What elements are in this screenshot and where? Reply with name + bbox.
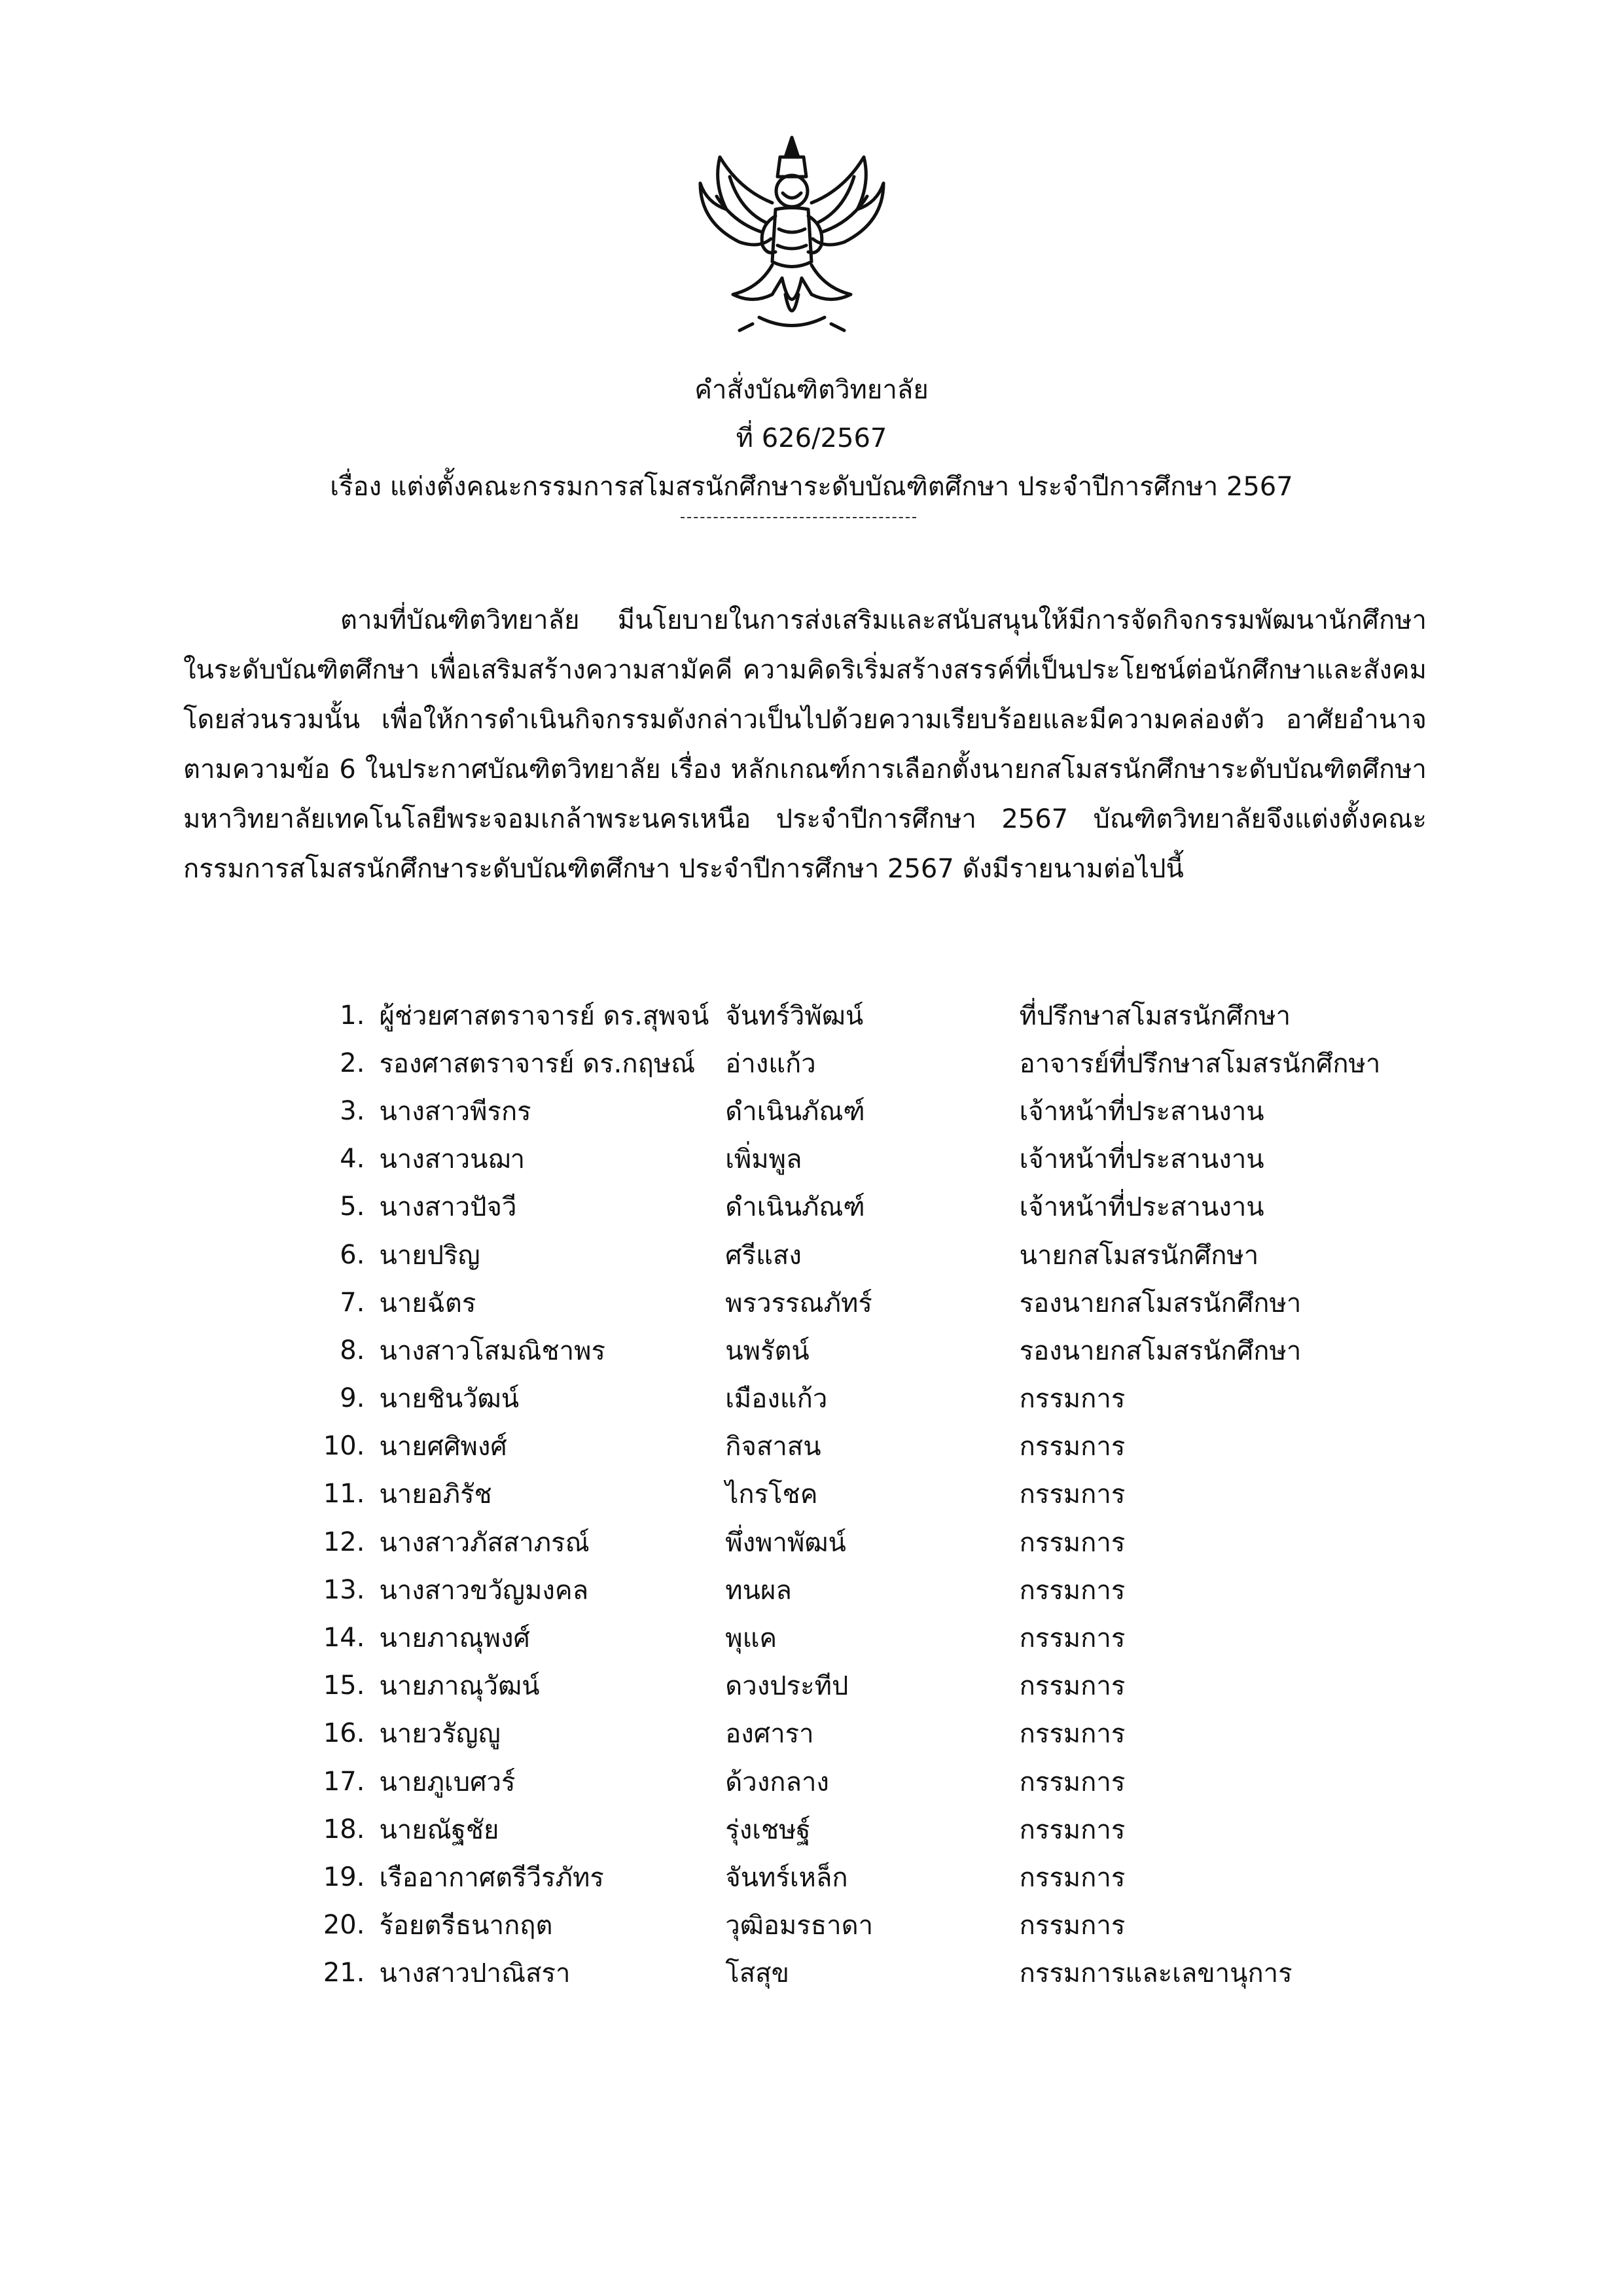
member-row — [288, 1470, 1486, 1518]
member-row — [288, 1375, 1486, 1422]
member-role: กรรมการ — [1019, 1384, 1126, 1415]
member-first-name: นายฉัตร — [379, 1288, 476, 1318]
member-role: นายกสโมสรนักศึกษา — [1019, 1240, 1259, 1271]
member-first-name: นางสาวปัจวี — [379, 1192, 517, 1223]
member-last-name: โสสุข — [725, 1958, 789, 1989]
member-role: กรรมการ — [1019, 1814, 1126, 1845]
member-number: 12. — [323, 1527, 365, 1557]
member-number: 19. — [323, 1862, 365, 1892]
order-body — [183, 595, 1427, 894]
member-role: เจ้าหน้าที่ประสานงาน — [1019, 1096, 1264, 1127]
member-number: 16. — [323, 1718, 365, 1749]
member-first-name: นายณัฐชัย — [379, 1814, 499, 1845]
order-title: คำสั่งบัณฑิตวิทยาลัย — [694, 375, 929, 405]
member-row — [288, 1422, 1486, 1470]
member-last-name: ดวงประทีป — [725, 1671, 849, 1702]
member-role: อาจารย์ที่ปรึกษาสโมสรนักศึกษา — [1019, 1048, 1381, 1079]
member-row — [288, 1279, 1486, 1326]
member-row — [288, 1087, 1486, 1135]
member-role: กรรมการ — [1019, 1767, 1126, 1797]
member-number: 10. — [323, 1431, 365, 1462]
member-row — [288, 1566, 1486, 1614]
garuda-emblem-icon — [694, 131, 890, 340]
member-first-name: นางสาวพีรกร — [379, 1096, 531, 1127]
member-first-name: นางสาวปาณิสรา — [379, 1958, 571, 1989]
member-role: ที่ปรึกษาสโมสรนักศึกษา — [1019, 1000, 1291, 1031]
member-role: รองนายกสโมสรนักศึกษา — [1019, 1335, 1302, 1366]
member-row — [288, 1039, 1486, 1087]
member-number: 20. — [323, 1910, 365, 1941]
member-first-name: นางสาวภัสสาภรณ์ — [379, 1527, 590, 1558]
member-role: กรรมการ — [1019, 1575, 1126, 1606]
member-row — [288, 1757, 1486, 1805]
member-role: กรรมการและเลขานุการ — [1019, 1958, 1293, 1989]
member-last-name: จันทร์เหล็ก — [725, 1862, 848, 1893]
member-number: 15. — [323, 1670, 365, 1701]
body-paragraph: ตามที่บัณฑิตวิทยาลัย มีนโยบายในการส่งเสริมและสนับสนุนให้มีการจัดกิจกรรมพัฒนานักศึกษาในระดับบัณฑิตศึกษา เพื่อเสริมสร้างความสามัคคี ความคิดริเริ่มสร้างสรรค์ที่เป็นประโยชน์ต่อนักศึกษาและสังคมโดยส่วนรวมนั้น เพื่อให้การดำเนินกิจกรรมดังกล่าวเป็นไปด้วยความเรียบร้อยและมีความคล่องตัว อาศัยอำนาจตามความข้อ 6 ในประกาศบัณฑิตวิทยาลัย เรื่อง หลักเกณฑ์การเลือกตั้งนายกสโมสรนักศึกษาระดับบัณฑิตศึกษา มหาวิทยาลัยเทคโนโลยีพระจอมเกล้าพระนครเหนือ ประจำปีการศึกษา 2567 บัณฑิตวิทยาลัยจึงแต่งตั้งคณะกรรมการสโมสรนักศึกษาระดับบัณฑิตศึกษา ประจำปีการศึกษา 2567 ดังมีรายนามต่อไปนี้ — [183, 605, 1427, 884]
member-row — [288, 1231, 1486, 1279]
member-row — [288, 1805, 1486, 1853]
member-role: กรรมการ — [1019, 1719, 1126, 1750]
order-number: ที่ 626/2567 — [736, 423, 887, 453]
member-role: กรรมการ — [1019, 1432, 1126, 1462]
member-row — [288, 991, 1486, 1039]
member-number: 5. — [340, 1192, 365, 1222]
member-number: 21. — [323, 1958, 365, 1988]
member-first-name: รองศาสตราจารย์ ดร.กฤษณ์ — [379, 1048, 696, 1079]
member-last-name: พรวรรณภัทร์ — [725, 1288, 872, 1318]
member-first-name: นายภูเบศวร์ — [379, 1767, 516, 1797]
member-last-name: รุ่งเชษฐ์ — [725, 1814, 811, 1845]
member-first-name: นางสาวขวัญมงคล — [379, 1575, 589, 1606]
member-number: 13. — [323, 1574, 365, 1605]
member-last-name: ทนผล — [725, 1575, 792, 1606]
member-first-name: ร้อยตรีธนากฤต — [379, 1911, 553, 1941]
member-row — [288, 1710, 1486, 1757]
member-last-name: ดำเนินภัณฑ์ — [725, 1192, 865, 1223]
member-number: 14. — [323, 1623, 365, 1653]
member-last-name: อ่างแก้ว — [725, 1048, 816, 1079]
member-first-name: ผู้ช่วยศาสตราจารย์ ดร.สุพจน์ — [379, 1000, 709, 1031]
member-last-name: เพิ่มพูล — [725, 1144, 802, 1175]
member-last-name: นพรัตน์ — [725, 1335, 810, 1366]
member-number: 7. — [340, 1287, 365, 1318]
member-first-name: นายปริญ — [379, 1240, 480, 1271]
member-list — [288, 991, 1486, 1997]
member-role: กรรมการ — [1019, 1862, 1126, 1893]
member-last-name: กิจสาสน — [725, 1432, 821, 1462]
member-row — [288, 1518, 1486, 1566]
member-row — [288, 1901, 1486, 1949]
member-row — [288, 1662, 1486, 1710]
member-number: 3. — [340, 1095, 365, 1126]
member-first-name: นายภาณุพงศ์ — [379, 1623, 530, 1654]
member-role: เจ้าหน้าที่ประสานงาน — [1019, 1144, 1264, 1175]
member-role: รองนายกสโมสรนักศึกษา — [1019, 1288, 1302, 1318]
member-number: 17. — [323, 1766, 365, 1797]
member-number: 8. — [340, 1335, 365, 1366]
member-last-name: พุแค — [725, 1623, 777, 1654]
member-first-name: นายชินวัฒน์ — [379, 1384, 520, 1415]
member-number: 9. — [340, 1383, 365, 1414]
member-first-name: เรืออากาศตรีวีรภัทร — [379, 1862, 604, 1893]
member-role: กรรมการ — [1019, 1911, 1126, 1941]
header-divider — [681, 517, 916, 518]
member-first-name: นางสาวโสมณิชาพร — [379, 1335, 605, 1366]
member-role: เจ้าหน้าที่ประสานงาน — [1019, 1192, 1264, 1223]
member-row — [288, 1614, 1486, 1661]
member-first-name: นายวรัญญู — [379, 1719, 501, 1750]
member-last-name: เมืองแก้ว — [725, 1384, 828, 1415]
member-last-name: พึ่งพาพัฒน์ — [725, 1527, 846, 1558]
member-row — [288, 1135, 1486, 1183]
member-role: กรรมการ — [1019, 1671, 1126, 1702]
member-role: กรรมการ — [1019, 1479, 1126, 1510]
member-last-name: ดำเนินภัณฑ์ — [725, 1096, 865, 1127]
member-role: กรรมการ — [1019, 1623, 1126, 1654]
member-last-name: องศารา — [725, 1719, 814, 1750]
member-last-name: วุฒิอมรธาดา — [725, 1911, 874, 1941]
member-number: 18. — [323, 1814, 365, 1845]
member-first-name: นายศศิพงศ์ — [379, 1432, 507, 1462]
member-first-name: นายอภิรัช — [379, 1479, 492, 1510]
member-number: 4. — [340, 1144, 365, 1174]
member-first-name: นายภาณุวัฒน์ — [379, 1671, 540, 1702]
member-row — [288, 1183, 1486, 1231]
member-row — [288, 1949, 1486, 1997]
member-number: 1. — [340, 1000, 365, 1031]
member-number: 2. — [340, 1048, 365, 1078]
member-last-name: ด้วงกลาง — [725, 1767, 829, 1797]
member-row — [288, 1853, 1486, 1901]
member-role: กรรมการ — [1019, 1527, 1126, 1558]
member-last-name: ศรีแสง — [725, 1240, 802, 1271]
member-number: 6. — [340, 1239, 365, 1270]
member-number: 11. — [323, 1479, 365, 1510]
member-last-name: จันทร์วิพัฒน์ — [725, 1000, 864, 1031]
member-row — [288, 1326, 1486, 1374]
member-first-name: นางสาวนฌา — [379, 1144, 526, 1175]
order-subject: เรื่อง แต่งตั้งคณะกรรมการสโมสรนักศึกษาระดับบัณฑิตศึกษา ประจำปีการศึกษา 2567 — [330, 472, 1293, 502]
member-last-name: ไกรโชค — [725, 1479, 818, 1510]
